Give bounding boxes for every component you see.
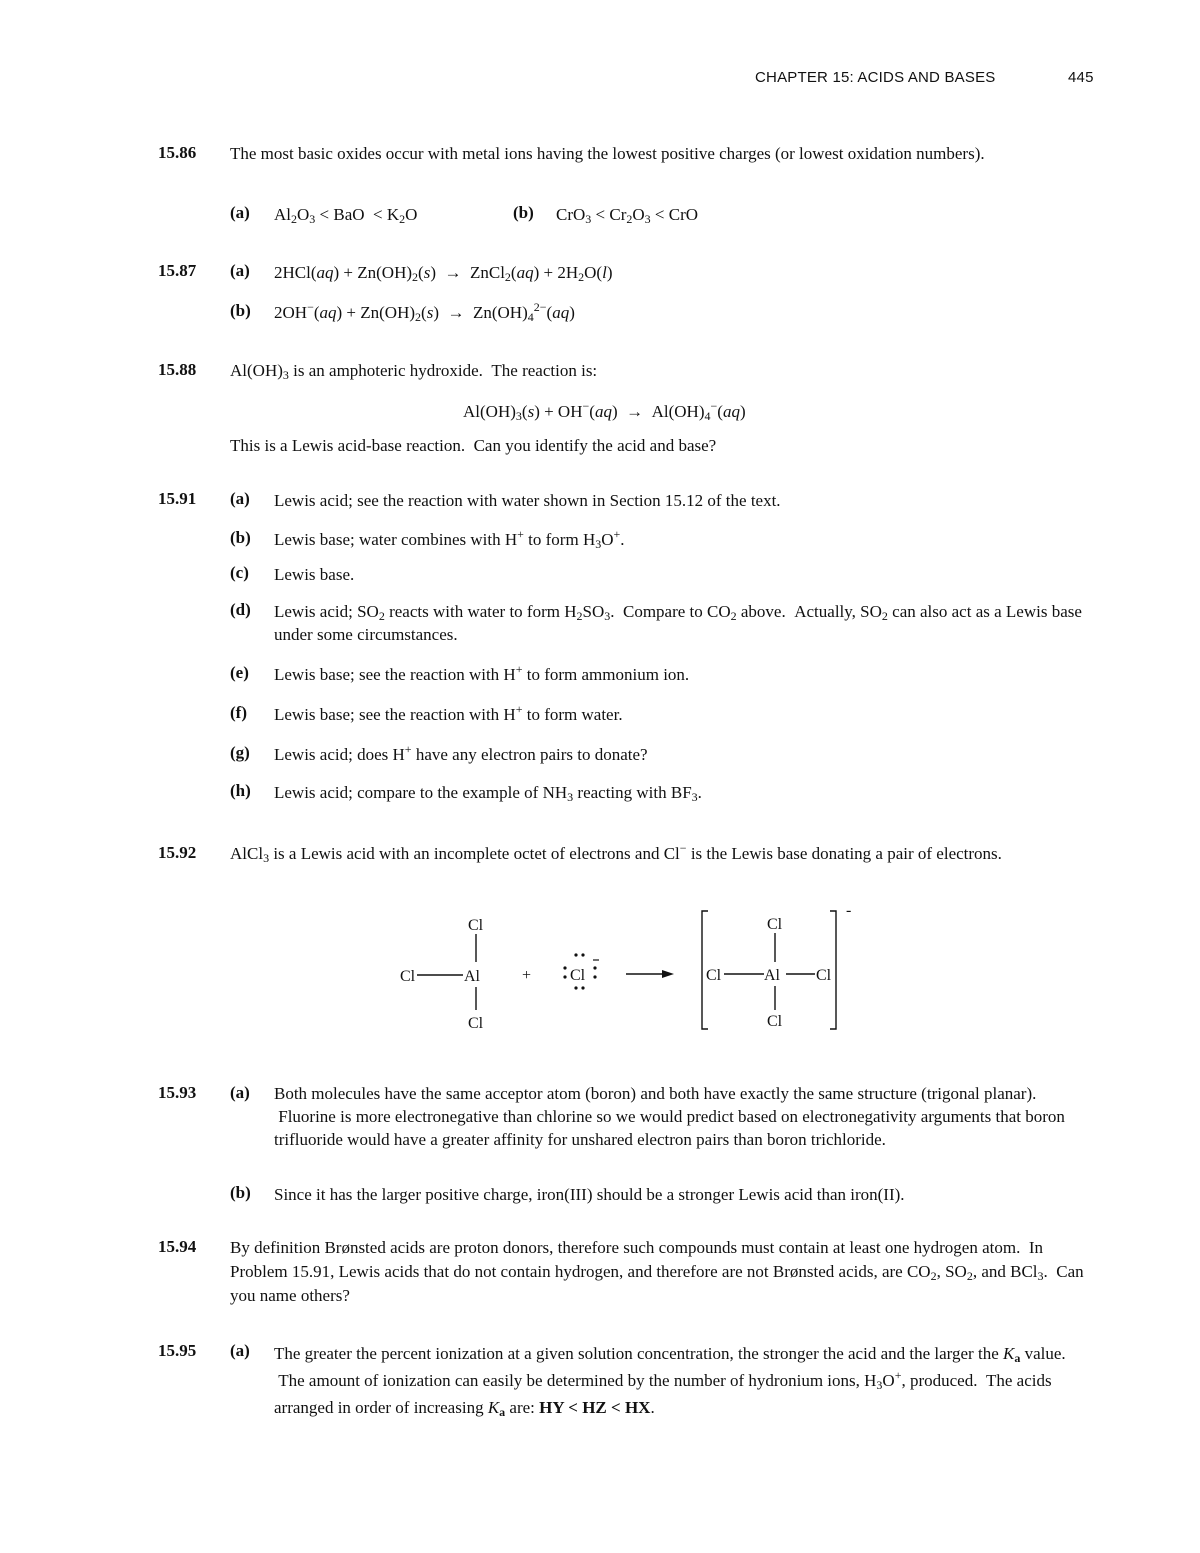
answer-text: Both molecules have the same acceptor atom (boron) and both have exactly the same structure (trigonal planar). Fluorine is more electronegative than chlorine so we would predict based on electronegativity arguments that boron trifluoride would have a greater affinity for unshared electron pairs than boron trichloride. (274, 1084, 1065, 1149)
answer-text: Lewis acid; does H+ have any electron pairs to donate? (274, 742, 648, 764)
part-label: (b) (230, 301, 251, 320)
part-label: (f) (230, 703, 247, 722)
atom-cl: Cl (767, 1013, 783, 1030)
atom-cl: Cl (400, 968, 416, 985)
part-label: (d) (230, 600, 251, 619)
part-label: (b) (513, 203, 534, 222)
part-label: (c) (230, 563, 249, 582)
problem-number: 15.93 (158, 1083, 197, 1102)
chloride-ion: Cl (570, 967, 586, 984)
atom-cl: Cl (468, 917, 484, 934)
plus-sign: + (522, 967, 532, 984)
part-label: (a) (230, 1341, 250, 1360)
problem-number: 15.87 (158, 261, 197, 280)
problem-text: By definition Brønsted acids are proton donors, therefore such compounds must contain at least one hydrogen atom. In Problem 15.91, Lewis acids that do not contain hydrogen, and therefore are not Brønsted acids, are $CO_2$, $SO_2$, and BCl$_3$. Can you name others? (230, 1238, 1084, 1305)
equation: $Al(OH)_3(s) + OH^-(aq) \to Al(OH)_4^-(aq)$ (463, 399, 746, 423)
part-label: (g) (230, 743, 250, 762)
problem-text: This is a Lewis acid-base reaction. Can you identify the acid and base? (230, 436, 717, 455)
part-label: (a) (230, 1083, 250, 1102)
equation: $CrO_3 < Cr_2O_3$ < CrO (556, 205, 699, 226)
answer-text: Lewis base. (274, 565, 355, 584)
part-label: (e) (230, 663, 249, 682)
part-label: (a) (230, 489, 250, 508)
atom-cl: Cl (706, 967, 722, 984)
problem-text: AlCl$_3$ is a Lewis acid with an incomplete octet of electrons and Cl− is the Lewis base donating a pair of electrons. (230, 841, 1002, 865)
page-number: 445 (1068, 69, 1094, 86)
problem-number: 15.88 (158, 360, 197, 379)
part-label: (b) (230, 1183, 251, 1202)
answer-text: Lewis acid; see the reaction with water shown in Section 15.12 of the text. (274, 491, 781, 510)
atom-al: Al (764, 967, 780, 984)
problem-number: 15.95 (158, 1341, 197, 1360)
problem-text: The most basic oxides occur with metal ions having the lowest positive charges (or lowest oxidation numbers). (230, 144, 985, 163)
ion-charge: - (846, 905, 852, 919)
problem-number: 15.92 (158, 843, 197, 862)
atom-cl: Cl (468, 1015, 484, 1032)
problem-number: 15.94 (158, 1237, 197, 1256)
chapter-header: CHAPTER 15: ACIDS AND BASES (755, 69, 996, 86)
part-label: (h) (230, 781, 251, 800)
atom-al: Al (464, 968, 480, 985)
problem-number: 15.91 (158, 489, 197, 508)
answer-text: Lewis base; water combines with H+ to form $H_3O^+$. (274, 527, 625, 551)
atom-cl: Cl (767, 916, 783, 933)
part-label: (a) (230, 261, 250, 280)
problem-number: 15.86 (158, 143, 197, 162)
part-label: (a) (230, 203, 250, 222)
equation: $2OH^-(aq) + Zn(OH)_2(s) \to Zn(OH)_4^{2-}(aq)$ (274, 300, 575, 324)
part-label: (b) (230, 528, 251, 547)
atom-cl: Cl (816, 967, 832, 984)
equation: $2HCl(aq) + Zn(OH)_2(s)$ → ZnCl$_2$(aq) + $2H_2O(l)$ (274, 263, 613, 284)
answer-text: Lewis base; see the reaction with H+ to form ammonium ion. (274, 662, 690, 684)
answer-text: Lewis acid; $SO_2$ reacts with water to form $H_2SO_3$. Compare to $CO_2$ above. Actually, $SO_2$ can also act as a Lewis base under some circumstances. (274, 602, 1082, 644)
answer-text: The greater the percent ionization at a given solution concentration, the stronger the acid and the larger the $K_a$ value. The amount of ionization can easily be determined by the number of hydronium ions, $H_3O^+$, produced. The acids arranged in order of increasing $K_a$ are: HY < HZ < HX. (274, 1344, 1066, 1419)
equation: $Al_2O_3$ < BaO < $K_2O$ (274, 205, 418, 226)
problem-text: $Al(OH)_3$ is an amphoteric hydroxide. The reaction is: (230, 361, 598, 382)
lewis-structure-diagram (390, 905, 870, 1035)
answer-text: Since it has the larger positive charge, iron(III) should be a stronger Lewis acid than iron(II). (274, 1185, 905, 1204)
answer-text: Lewis acid; compare to the example of $NH_3$ reacting with $BF_3$. (274, 783, 702, 804)
answer-text: Lewis base; see the reaction with H+ to form water. (274, 702, 623, 724)
